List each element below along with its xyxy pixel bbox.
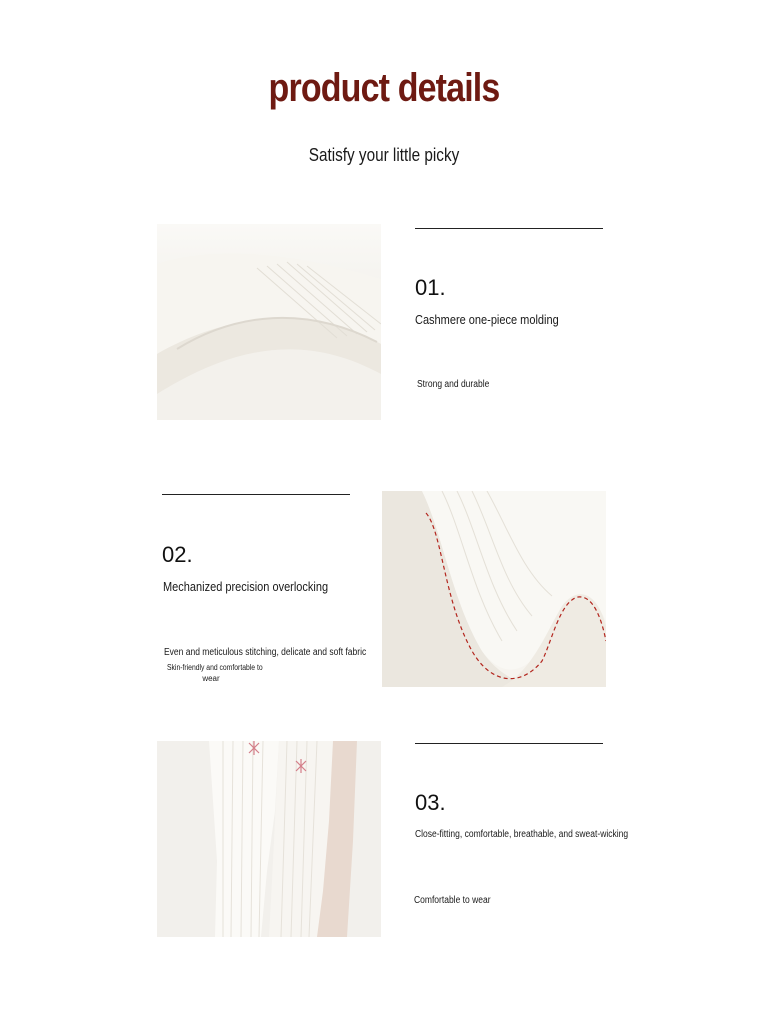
feature-detail: Strong and durable xyxy=(417,379,490,390)
page-subtitle: Satisfy your little picky xyxy=(308,145,460,165)
feature-heading: Close-fitting, comfortable, breathable, and sweat-wicking xyxy=(415,829,629,840)
divider-rule xyxy=(415,743,603,744)
feature-detail-line2: Skin-friendly and comfortable to xyxy=(167,663,263,672)
feature-heading: Cashmere one-piece molding xyxy=(415,313,559,327)
stitched-seam-image xyxy=(382,491,606,687)
feature-detail: Even and meticulous stitching, delicate and soft fabric xyxy=(164,647,367,658)
divider-rule xyxy=(415,228,603,229)
divider-rule xyxy=(162,494,350,495)
feature-detail-line3: wear xyxy=(202,674,220,683)
feature-heading: Mechanized precision overlocking xyxy=(163,580,329,594)
feature-number: 02. xyxy=(162,542,193,567)
knit-fabric-fold-image xyxy=(157,224,381,420)
page-title: product details xyxy=(268,66,500,110)
feature-number: 01. xyxy=(415,275,446,300)
feature-number: 03. xyxy=(415,790,446,815)
feature-detail: Comfortable to wear xyxy=(414,895,491,906)
thigh-high-socks-image xyxy=(157,741,381,937)
